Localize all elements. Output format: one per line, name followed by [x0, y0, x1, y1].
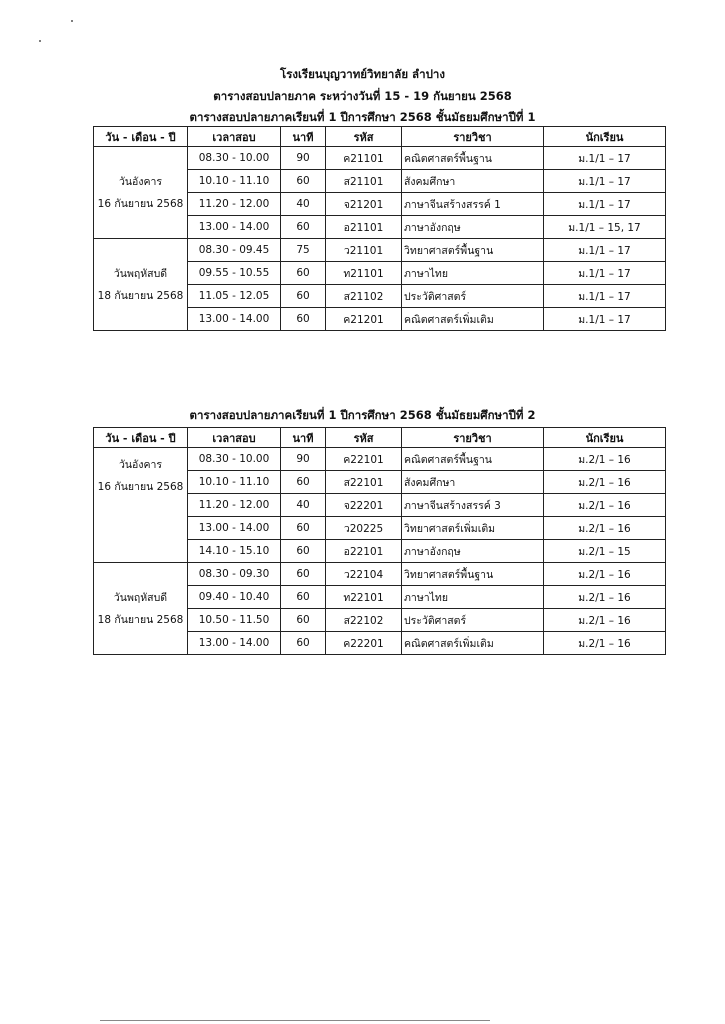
subject-code: จ22201 [326, 494, 402, 517]
exam-minutes: 75 [281, 239, 326, 262]
school-name: โรงเรียนบุญวาทย์วิทยาลัย ลำปาง [280, 67, 445, 81]
exam-time: 13.00 - 14.00 [188, 308, 281, 331]
exam-time: 10.10 - 11.10 [188, 170, 281, 193]
table-row [94, 147, 666, 170]
exam-minutes: 60 [281, 262, 326, 285]
header-students: นักเรียน [544, 428, 666, 448]
subject-name: ภาษาไทย [402, 262, 544, 285]
student-classes: ม.1/1 – 17 [544, 285, 666, 308]
subject-code: อ22101 [326, 540, 402, 563]
student-classes: ม.2/1 – 16 [544, 563, 666, 586]
exam-minutes: 40 [281, 193, 326, 216]
subject-code: ส21101 [326, 170, 402, 193]
student-classes: ม.2/1 – 16 [544, 517, 666, 540]
subject-code: ค21101 [326, 147, 402, 170]
student-classes: ม.2/1 – 16 [544, 448, 666, 471]
day-cell [94, 147, 188, 239]
student-classes: ม.1/1 – 17 [544, 262, 666, 285]
exam-period: ตารางสอบปลายภาค ระหว่างวันที่ 15 - 19 กันยายน 2568 [213, 89, 512, 103]
subject-name: ภาษาไทย [402, 586, 544, 609]
header-minutes: นาที [281, 428, 326, 448]
exam-minutes: 90 [281, 147, 326, 170]
student-classes: ม.1/1 – 15, 17 [544, 216, 666, 239]
exam-time: 10.50 - 11.50 [188, 609, 281, 632]
subject-code: ค21201 [326, 308, 402, 331]
subject-name: ภาษาอังกฤษ [402, 216, 544, 239]
student-classes: ม.1/1 – 17 [544, 239, 666, 262]
exam-minutes: 60 [281, 540, 326, 563]
subject-code: จ21201 [326, 193, 402, 216]
subject-name: ประวัติศาสตร์ [402, 285, 544, 308]
exam-time: 08.30 - 10.00 [188, 448, 281, 471]
exam-time: 09.55 - 10.55 [188, 262, 281, 285]
exam-time: 13.00 - 14.00 [188, 632, 281, 655]
header-code: รหัส [326, 428, 402, 448]
subject-name: คณิตศาสตร์เพิ่มเติม [402, 308, 544, 331]
scan-speck [39, 40, 41, 42]
header-time: เวลาสอบ [188, 428, 281, 448]
subject-name: วิทยาศาสตร์พื้นฐาน [402, 239, 544, 262]
day-cell [94, 448, 188, 563]
exam-time: 08.30 - 09.30 [188, 563, 281, 586]
day-date: 16 กันยายน 2568 [97, 481, 184, 493]
exam-time: 11.05 - 12.05 [188, 285, 281, 308]
subject-code: ว22104 [326, 563, 402, 586]
exam-time: 10.10 - 11.10 [188, 471, 281, 494]
subject-code: ว20225 [326, 517, 402, 540]
subject-code: ว21101 [326, 239, 402, 262]
header-code: รหัส [326, 127, 402, 147]
table-row [94, 448, 666, 471]
exam-minutes: 60 [281, 216, 326, 239]
day-name: วันอังคาร [118, 459, 163, 471]
exam-minutes: 60 [281, 586, 326, 609]
subject-code: ส22101 [326, 471, 402, 494]
table-title-m1: ตารางสอบปลายภาคเรียนที่ 1 ปีการศึกษา 2568 ชั้นมัธยมศึกษาปีที่ 1 [189, 110, 536, 124]
day-cell [94, 239, 188, 331]
exam-minutes: 90 [281, 448, 326, 471]
day-date: 18 กันยายน 2568 [97, 613, 184, 626]
subject-name: ภาษาอังกฤษ [402, 540, 544, 563]
exam-time: 11.20 - 12.00 [188, 193, 281, 216]
exam-time: 08.30 - 09.45 [188, 239, 281, 262]
exam-time: 11.20 - 12.00 [188, 494, 281, 517]
student-classes: ม.1/1 – 17 [544, 147, 666, 170]
student-classes: ม.1/1 – 17 [544, 193, 666, 216]
student-classes: ม.2/1 – 16 [544, 471, 666, 494]
table-row [94, 563, 666, 586]
exam-minutes: 60 [281, 170, 326, 193]
exam-time: 09.40 - 10.40 [188, 586, 281, 609]
header-subject: รายวิชา [402, 127, 544, 147]
exam-minutes: 60 [281, 563, 326, 586]
subject-code: ท21101 [326, 262, 402, 285]
day-cell [94, 563, 188, 655]
student-classes: ม.1/1 – 17 [544, 308, 666, 331]
student-classes: ม.2/1 – 16 [544, 609, 666, 632]
day-name: วันอังคาร [118, 175, 163, 188]
exam-table-m2 [93, 427, 666, 655]
student-classes: ม.2/1 – 15 [544, 540, 666, 563]
subject-name: ภาษาจีนสร้างสรรค์ 3 [402, 494, 544, 517]
subject-code: อ21101 [326, 216, 402, 239]
subject-code: ส21102 [326, 285, 402, 308]
subject-name: ประวัติศาสตร์ [402, 609, 544, 632]
subject-name: สังคมศึกษา [402, 471, 544, 494]
exam-minutes: 60 [281, 609, 326, 632]
subject-code: ท22101 [326, 586, 402, 609]
day-date: 16 กันยายน 2568 [97, 197, 184, 210]
scan-edge-line [100, 1020, 490, 1021]
exam-time: 08.30 - 10.00 [188, 147, 281, 170]
exam-minutes: 60 [281, 517, 326, 540]
subject-name: วิทยาศาสตร์พื้นฐาน [402, 563, 544, 586]
student-classes: ม.2/1 – 16 [544, 586, 666, 609]
header-minutes: นาที [281, 127, 326, 147]
header-students: นักเรียน [544, 127, 666, 147]
exam-minutes: 60 [281, 285, 326, 308]
table-title-m2: ตารางสอบปลายภาคเรียนที่ 1 ปีการศึกษา 2568 ชั้นมัธยมศึกษาปีที่ 2 [189, 408, 536, 422]
subject-name: ภาษาจีนสร้างสรรค์ 1 [402, 193, 544, 216]
subject-code: ค22101 [326, 448, 402, 471]
header-time: เวลาสอบ [188, 127, 281, 147]
exam-minutes: 60 [281, 308, 326, 331]
subject-name: คณิตศาสตร์เพิ่มเติม [402, 632, 544, 655]
exam-time: 13.00 - 14.00 [188, 517, 281, 540]
subject-name: คณิตศาสตร์พื้นฐาน [402, 147, 544, 170]
day-name: วันพฤหัสบดี [113, 591, 168, 604]
student-classes: ม.1/1 – 17 [544, 170, 666, 193]
student-classes: ม.2/1 – 16 [544, 632, 666, 655]
day-date: 18 กันยายน 2568 [97, 289, 184, 302]
exam-time: 14.10 - 15.10 [188, 540, 281, 563]
day-name: วันพฤหัสบดี [113, 267, 168, 280]
exam-minutes: 60 [281, 632, 326, 655]
student-classes: ม.2/1 – 16 [544, 494, 666, 517]
table-header-row [94, 127, 666, 147]
table-header-row [94, 428, 666, 448]
subject-name: สังคมศึกษา [402, 170, 544, 193]
exam-table-m1 [93, 126, 666, 331]
subject-code: ส22102 [326, 609, 402, 632]
scan-speck [71, 20, 73, 22]
subject-name: วิทยาศาสตร์เพิ่มเติม [402, 517, 544, 540]
table-row [94, 239, 666, 262]
header-subject: รายวิชา [402, 428, 544, 448]
subject-code: ค22201 [326, 632, 402, 655]
header-day: วัน - เดือน - ปี [94, 428, 188, 448]
exam-time: 13.00 - 14.00 [188, 216, 281, 239]
subject-name: คณิตศาสตร์พื้นฐาน [402, 448, 544, 471]
header-day: วัน - เดือน - ปี [94, 127, 188, 147]
exam-minutes: 60 [281, 471, 326, 494]
exam-minutes: 40 [281, 494, 326, 517]
